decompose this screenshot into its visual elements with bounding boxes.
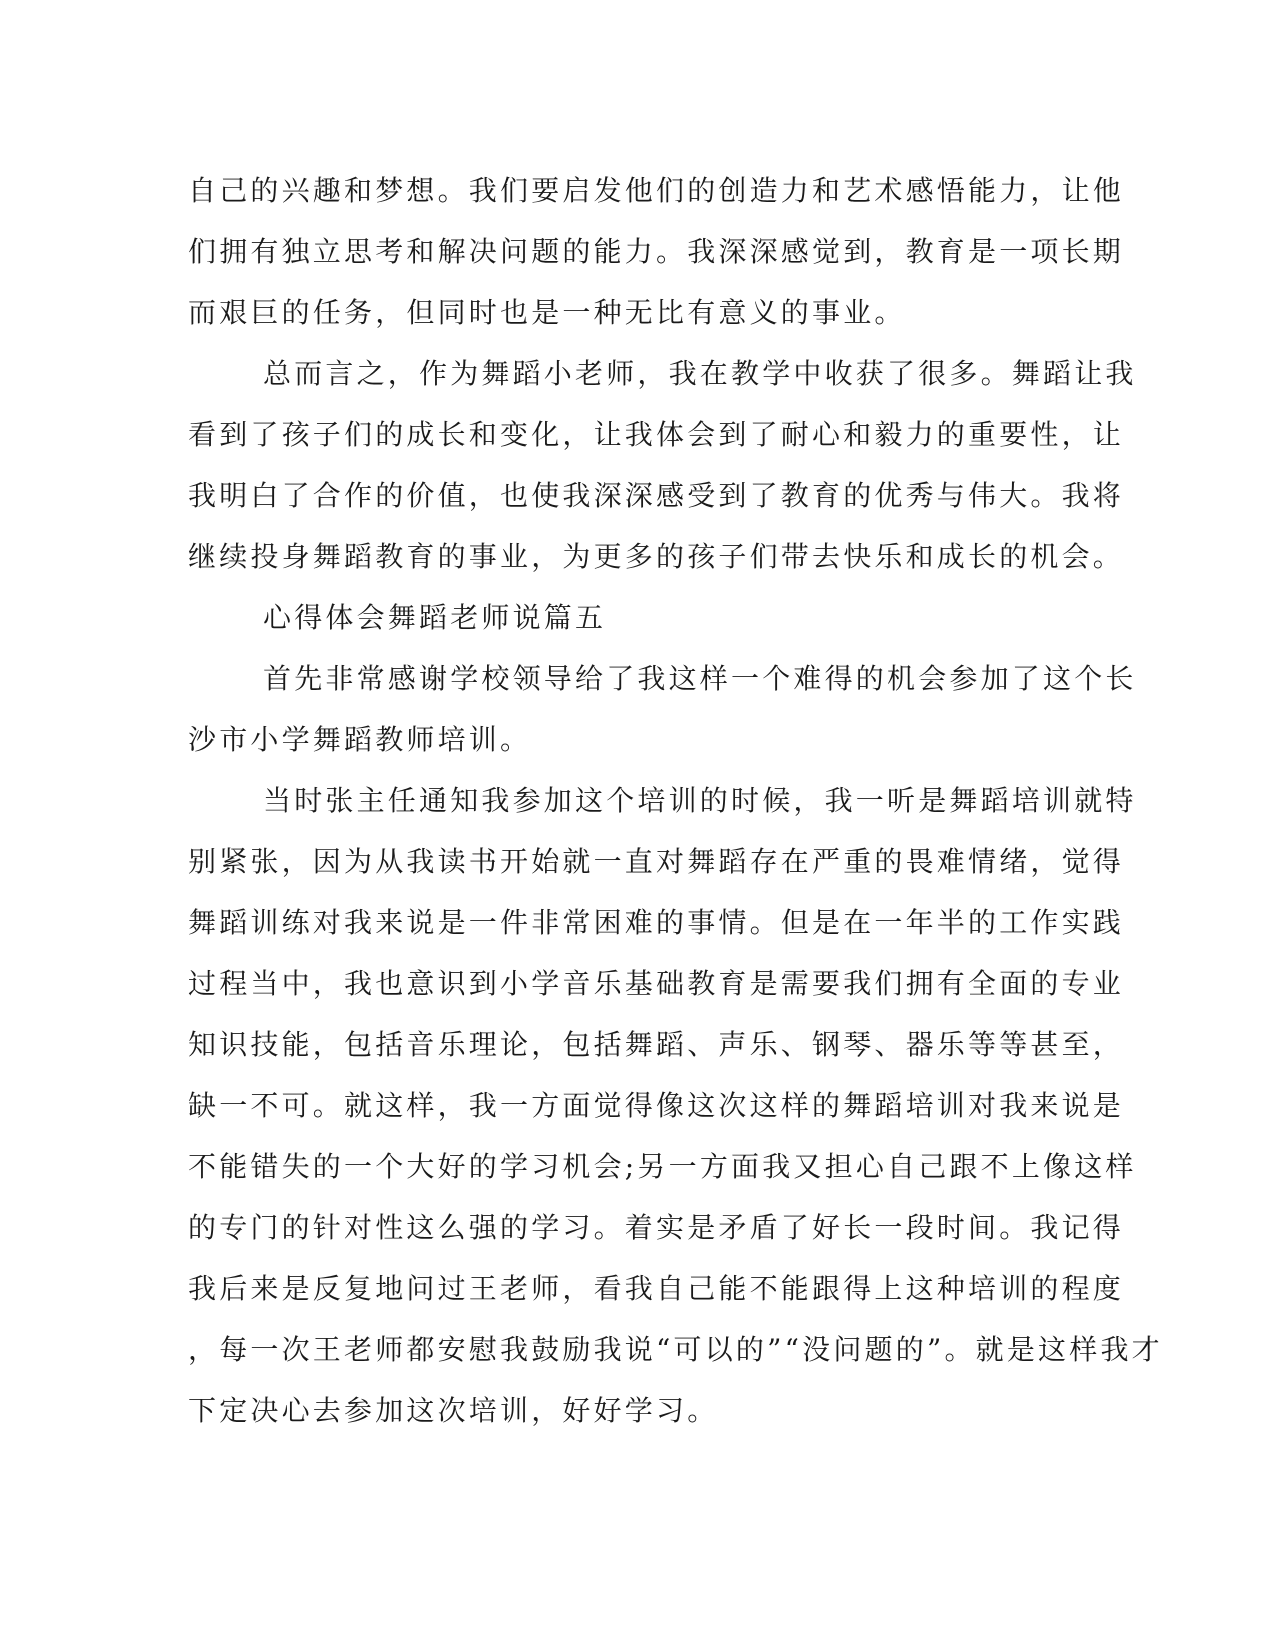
text-line: 看到了孩子们的成长和变化，让我体会到了耐心和毅力的重要性，让 [188,418,1125,451]
text-line: 过程当中，我也意识到小学音乐基础教育是需要我们拥有全面的专业 [188,967,1125,1000]
text-line: 知识技能，包括音乐理论，包括舞蹈、声乐、钢琴、器乐等等甚至， [188,1028,1125,1061]
text-line: 沙市小学舞蹈教师培训。 [188,723,532,756]
text-line: 首先非常感谢学校领导给了我这样一个难得的机会参加了这个长 [263,662,1137,695]
document-body [188,160,1163,1441]
text-line: 们拥有独立思考和解决问题的能力。我深深感觉到，教育是一项长期 [188,235,1125,268]
text-line: 不能错失的一个大好的学习机会;另一方面我又担心自己跟不上像这样 [188,1150,1137,1183]
text-line: 的专门的针对性这么强的学习。着实是矛盾了好长一段时间。我记得 [188,1211,1125,1244]
text-line: 缺一不可。就这样，我一方面觉得像这次这样的舞蹈培训对我来说是 [188,1089,1125,1122]
text-line: 下定决心去参加这次培训，好好学习。 [188,1394,719,1427]
text-line: 总而言之，作为舞蹈小老师，我在教学中收获了很多。舞蹈让我 [263,357,1137,390]
text-line: 我后来是反复地问过王老师，看我自己能不能跟得上这种培训的程度 [188,1272,1125,1305]
text-line: 别紧张，因为从我读书开始就一直对舞蹈存在严重的畏难情绪，觉得 [188,845,1125,878]
text-line: 我明白了合作的价值，也使我深深感受到了教育的优秀与伟大。我将 [188,479,1125,512]
text-line: ，每一次王老师都安慰我鼓励我说“可以的”“没问题的”。就是这样我才 [188,1333,1163,1366]
text-line: 而艰巨的任务，但同时也是一种无比有意义的事业。 [188,296,906,329]
text-line: 自己的兴趣和梦想。我们要启发他们的创造力和艺术感悟能力，让他 [188,174,1125,207]
text-line: 舞蹈训练对我来说是一件非常困难的事情。但是在一年半的工作实践 [188,906,1125,939]
text-line: 继续投身舞蹈教育的事业，为更多的孩子们带去快乐和成长的机会。 [188,540,1125,573]
section-heading: 心得体会舞蹈老师说篇五 [263,601,607,634]
text-line: 当时张主任通知我参加这个培训的时候，我一听是舞蹈培训就特 [263,784,1137,817]
